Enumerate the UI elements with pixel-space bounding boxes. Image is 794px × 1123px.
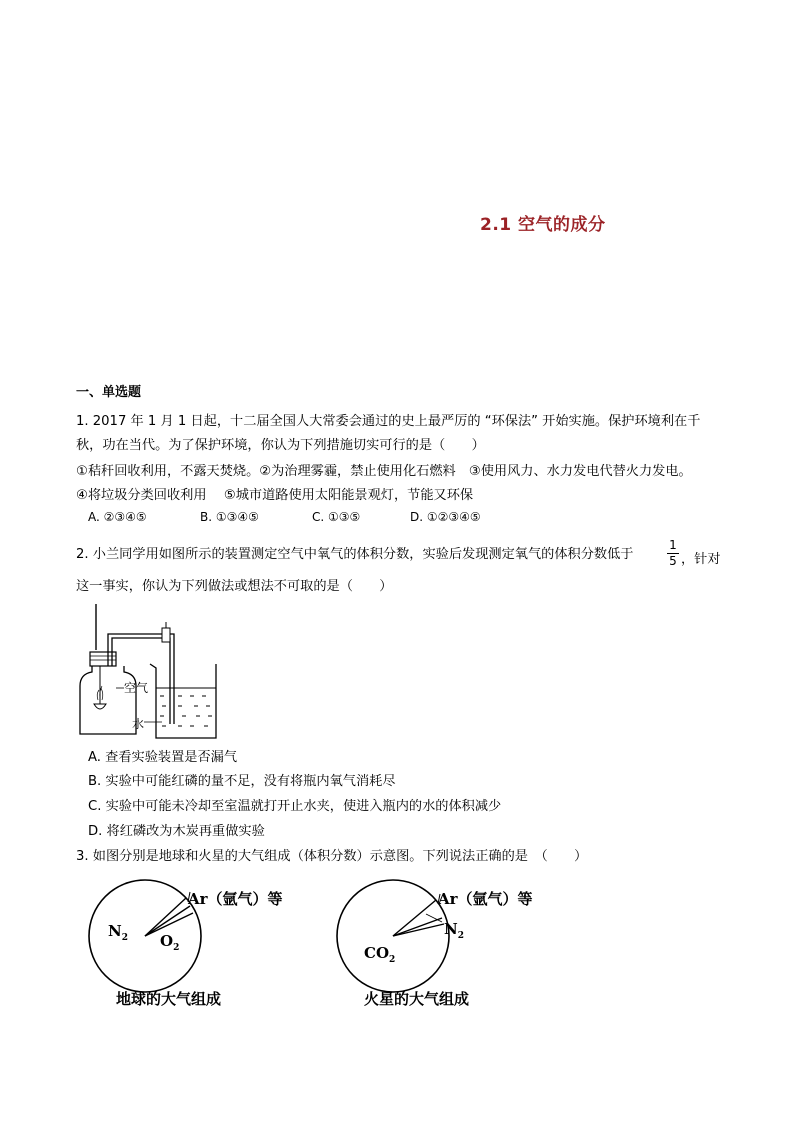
fraction-numerator: 1 <box>669 538 677 552</box>
earth-o2-label: $O_2$ <box>160 932 180 953</box>
mars-caption: 火星的大气组成 <box>364 990 470 1008</box>
q1-option-c[interactable]: C. ①③⑤ <box>312 510 361 524</box>
q1-option-d[interactable]: D. ①②③④⑤ <box>410 510 481 524</box>
q2-option-b[interactable]: B. 实验中可能红磷的量不足，没有将瓶内氧气消耗尽 <box>88 774 396 789</box>
earth-atmosphere-diagram <box>82 874 292 1014</box>
label-water: 水 <box>132 717 145 731</box>
gas-bottle <box>80 666 136 734</box>
earth-n2-label: $N_2$ <box>108 922 128 943</box>
mars-co2-label: $CO_2$ <box>364 944 396 965</box>
label-air: 空气 <box>124 681 149 695</box>
q1-line-2: 秋，功在当代。为了保护环境，你认为下列措施切实可行的是（ ） <box>76 438 485 453</box>
q2-line-2: 这一事实，你认为下列做法或想法不可取的是（ ） <box>76 579 393 594</box>
q1-option-b[interactable]: B. ①③④⑤ <box>200 510 259 524</box>
fraction-denominator: 5 <box>669 554 677 568</box>
combustion-spoon <box>94 704 106 709</box>
delivery-tube <box>108 634 174 724</box>
q2-option-a[interactable]: A. 查看实验装置是否漏气 <box>88 750 238 765</box>
q1-option-a[interactable]: A. ②③④⑤ <box>88 510 147 524</box>
q2-line-1-tail: ，针对 <box>681 552 721 567</box>
q2-option-c[interactable]: C. 实验中可能未冷却至室温就打开止水夹，使进入瓶内的水的体积减少 <box>88 799 502 814</box>
page-title: 2.1 空气的成分 <box>480 215 606 235</box>
mars-atmosphere-diagram <box>330 874 545 1014</box>
fraction-one-fifth <box>667 539 679 568</box>
mars-n2-label: $N_2$ <box>444 920 464 941</box>
q1-line-1: 1. 2017 年 1 月 1 日起，十二届全国人大常委会通过的史上最严厉的 “环保法” 开始实施。保护环境利在千 <box>76 414 701 429</box>
section-heading: 一、单选题 <box>76 385 142 400</box>
earth-caption: 地球的大气组成 <box>116 990 222 1008</box>
water-clamp <box>162 628 170 642</box>
beaker <box>150 664 216 738</box>
q1-line-3: ①秸秆回收利用，不露天焚烧。②为治理雾霾，禁止使用化石燃料 ③使用风力、水力发电代替火力发电。 <box>76 464 692 479</box>
mars-ar-label: Ar（氩气）等 <box>438 890 533 908</box>
experiment-apparatus-figure <box>78 602 238 746</box>
q2-option-d[interactable]: D. 将红磷改为木炭再重做实验 <box>88 824 265 839</box>
q2-line-1: 2. 小兰同学用如图所示的装置测定空气中氧气的体积分数，实验后发现测定氧气的体积分数低于 <box>76 547 634 562</box>
q3-line-1: 3. 如图分别是地球和火星的大气组成（体积分数）示意图。下列说法正确的是 （ ） <box>76 849 588 864</box>
q1-line-4: ④将垃圾分类回收利用 ⑤城市道路使用太阳能景观灯，节能又环保 <box>76 488 474 503</box>
earth-ar-label: Ar（氩气）等 <box>188 890 283 908</box>
water-hatching <box>160 696 212 726</box>
